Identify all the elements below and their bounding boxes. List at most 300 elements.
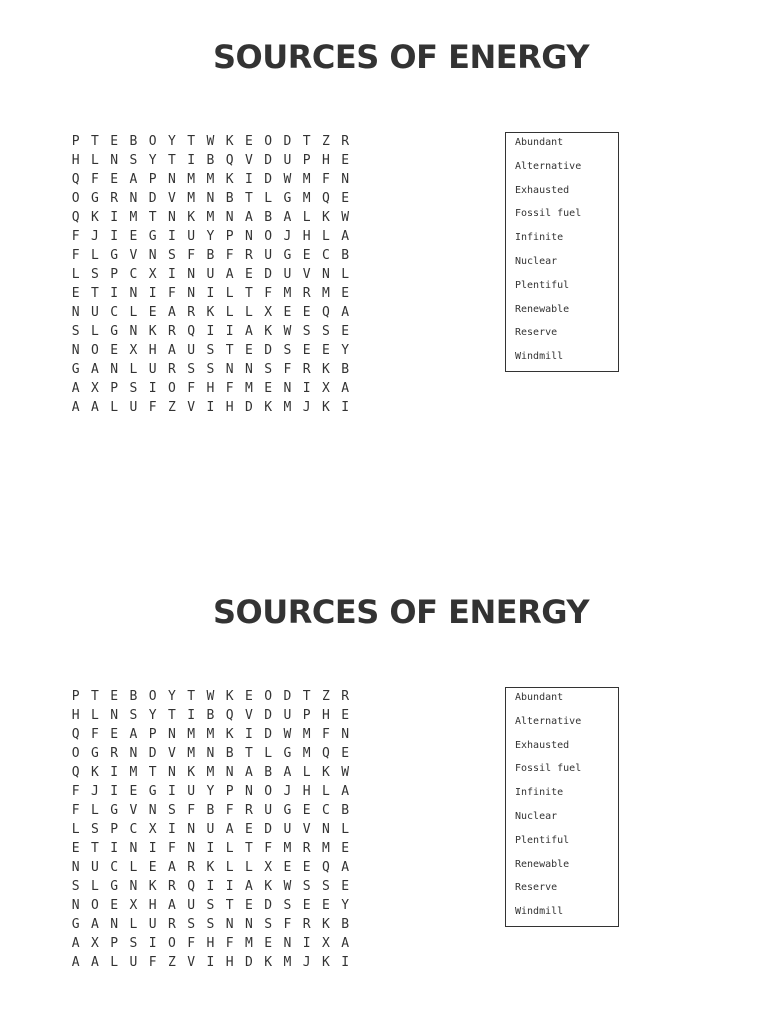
grid-letter: T	[244, 746, 253, 761]
word-list-item: Nuclear	[515, 810, 558, 822]
grid-letter: O	[264, 134, 273, 149]
grid-letter: F	[167, 286, 176, 301]
grid-letter: Q	[225, 153, 234, 168]
grid-letter: S	[167, 803, 176, 818]
grid-letter: H	[321, 708, 330, 723]
grid-letter: T	[225, 898, 234, 913]
grid-letter: L	[129, 362, 138, 377]
grid-letter: M	[206, 172, 215, 187]
grid-letter: R	[167, 362, 176, 377]
grid-letter: N	[341, 172, 350, 187]
grid-letter: F	[148, 400, 157, 415]
grid-letter: K	[187, 210, 196, 225]
grid-letter: A	[167, 898, 176, 913]
grid-letter: M	[283, 286, 292, 301]
grid-row	[66, 322, 355, 341]
grid-letter: I	[187, 153, 196, 168]
word-list-item: Fossil fuel	[515, 208, 582, 220]
grid-letter: A	[244, 765, 253, 780]
grid-letter: O	[264, 784, 273, 799]
grid-letter: G	[283, 746, 292, 761]
grid-letter: N	[225, 917, 234, 932]
grid-letter: N	[225, 210, 234, 225]
grid-letter: W	[283, 879, 292, 894]
grid-letter: F	[167, 841, 176, 856]
grid-letter: N	[244, 784, 253, 799]
grid-letter: L	[341, 267, 350, 282]
grid-letter: G	[283, 248, 292, 263]
grid-letter: E	[302, 898, 311, 913]
grid-letter: K	[321, 400, 330, 415]
grid-letter: D	[244, 400, 253, 415]
grid-letter: N	[148, 248, 157, 263]
grid-letter: A	[167, 860, 176, 875]
grid-letter: Q	[321, 746, 330, 761]
grid-letter: D	[148, 191, 157, 206]
grid-letter: N	[110, 153, 119, 168]
grid-letter: N	[244, 917, 253, 932]
grid-row	[66, 360, 355, 379]
grid-letter: N	[321, 267, 330, 282]
grid-letter: L	[264, 746, 273, 761]
grid-letter: M	[129, 210, 138, 225]
grid-letter: Y	[148, 708, 157, 723]
grid-row	[66, 284, 355, 303]
grid-letter: B	[264, 765, 273, 780]
grid-letter: T	[302, 689, 311, 704]
grid-letter: J	[302, 400, 311, 415]
grid-letter: W	[206, 689, 215, 704]
grid-letter: I	[225, 324, 234, 339]
grid-letter: I	[110, 784, 119, 799]
grid-letter: L	[71, 822, 80, 837]
grid-letter: T	[244, 191, 253, 206]
grid-letter: B	[206, 708, 215, 723]
grid-letter: E	[110, 689, 119, 704]
grid-letter: K	[225, 172, 234, 187]
grid-letter: I	[148, 286, 157, 301]
grid-letter: D	[264, 172, 273, 187]
grid-letter: I	[167, 267, 176, 282]
grid-letter: M	[244, 381, 253, 396]
grid-letter: K	[264, 324, 273, 339]
grid-letter: V	[187, 955, 196, 970]
grid-letter: R	[302, 917, 311, 932]
grid-letter: C	[321, 803, 330, 818]
grid-letter: T	[148, 210, 157, 225]
grid-letter: A	[71, 381, 80, 396]
grid-letter: E	[302, 305, 311, 320]
grid-letter: M	[283, 400, 292, 415]
grid-letter: P	[110, 936, 119, 951]
grid-letter: H	[225, 955, 234, 970]
grid-letter: B	[341, 917, 350, 932]
grid-letter: N	[129, 879, 138, 894]
grid-letter: S	[302, 324, 311, 339]
grid-letter: E	[302, 343, 311, 358]
grid-letter: F	[225, 248, 234, 263]
grid-letter: N	[167, 765, 176, 780]
grid-letter: S	[264, 917, 273, 932]
grid-letter: G	[90, 746, 99, 761]
grid-letter: M	[302, 191, 311, 206]
grid-letter: E	[283, 860, 292, 875]
grid-row	[66, 303, 355, 322]
grid-letter: H	[148, 898, 157, 913]
grid-letter: Q	[321, 305, 330, 320]
grid-letter: A	[225, 267, 234, 282]
grid-letter: M	[187, 172, 196, 187]
grid-letter: I	[225, 879, 234, 894]
grid-letter: E	[129, 784, 138, 799]
grid-letter: X	[264, 860, 273, 875]
grid-letter: E	[283, 305, 292, 320]
grid-letter: F	[187, 936, 196, 951]
grid-letter: U	[283, 153, 292, 168]
grid-letter: F	[187, 381, 196, 396]
word-list-item: Windmill	[515, 351, 564, 363]
grid-letter: D	[264, 708, 273, 723]
grid-letter: T	[167, 708, 176, 723]
grid-letter: I	[206, 879, 215, 894]
grid-letter: E	[244, 689, 253, 704]
grid-letter: F	[225, 936, 234, 951]
grid-row	[66, 820, 355, 839]
grid-letter: X	[90, 936, 99, 951]
grid-letter: E	[244, 898, 253, 913]
grid-letter: I	[206, 955, 215, 970]
grid-letter: M	[302, 172, 311, 187]
grid-letter: K	[321, 362, 330, 377]
grid-letter: T	[244, 841, 253, 856]
grid-letter: H	[302, 784, 311, 799]
grid-letter: M	[206, 210, 215, 225]
grid-row	[66, 915, 355, 934]
grid-letter: B	[206, 248, 215, 263]
grid-letter: Q	[71, 210, 80, 225]
grid-letter: R	[341, 134, 350, 149]
word-list-item: Infinite	[515, 787, 564, 799]
grid-letter: E	[341, 708, 350, 723]
grid-row	[66, 379, 355, 398]
grid-letter: H	[225, 400, 234, 415]
word-list-item: Abundant	[515, 692, 564, 703]
grid-letter: E	[244, 343, 253, 358]
word-list-item: Renewable	[515, 303, 570, 315]
grid-letter: G	[110, 248, 119, 263]
grid-row	[66, 839, 355, 858]
grid-letter: T	[90, 286, 99, 301]
grid-letter: S	[321, 324, 330, 339]
grid-letter: Q	[321, 191, 330, 206]
grid-letter: O	[90, 898, 99, 913]
grid-letter: S	[71, 879, 80, 894]
grid-letter: M	[321, 841, 330, 856]
word-list-item: Plentiful	[515, 279, 570, 291]
letter-grid	[66, 687, 355, 972]
grid-row	[66, 151, 355, 170]
grid-letter: N	[110, 708, 119, 723]
grid-letter: E	[71, 286, 80, 301]
grid-letter: K	[187, 765, 196, 780]
grid-letter: L	[341, 822, 350, 837]
grid-letter: L	[90, 803, 99, 818]
grid-letter: K	[148, 324, 157, 339]
grid-letter: F	[283, 917, 292, 932]
grid-letter: I	[244, 172, 253, 187]
grid-letter: X	[90, 381, 99, 396]
grid-letter: I	[167, 229, 176, 244]
grid-row	[66, 208, 355, 227]
grid-letter: F	[225, 381, 234, 396]
grid-letter: A	[90, 917, 99, 932]
grid-letter: I	[148, 381, 157, 396]
grid-letter: T	[187, 689, 196, 704]
grid-letter: L	[225, 860, 234, 875]
grid-letter: F	[90, 172, 99, 187]
grid-letter: M	[321, 286, 330, 301]
grid-letter: G	[148, 229, 157, 244]
grid-letter: C	[110, 860, 119, 875]
grid-row	[66, 744, 355, 763]
grid-row	[66, 687, 355, 706]
grid-letter: E	[110, 898, 119, 913]
grid-letter: S	[283, 343, 292, 358]
grid-letter: O	[167, 381, 176, 396]
grid-letter: A	[71, 400, 80, 415]
grid-letter: N	[167, 727, 176, 742]
grid-letter: R	[341, 689, 350, 704]
grid-letter: S	[129, 153, 138, 168]
grid-letter: W	[283, 324, 292, 339]
grid-letter: N	[187, 822, 196, 837]
grid-letter: E	[341, 191, 350, 206]
grid-letter: H	[321, 153, 330, 168]
grid-letter: M	[187, 727, 196, 742]
grid-letter: I	[167, 784, 176, 799]
grid-letter: E	[148, 860, 157, 875]
grid-letter: R	[110, 746, 119, 761]
grid-letter: E	[244, 267, 253, 282]
grid-letter: U	[187, 229, 196, 244]
grid-letter: A	[341, 229, 350, 244]
grid-letter: T	[90, 841, 99, 856]
grid-letter: F	[187, 248, 196, 263]
grid-letter: U	[283, 267, 292, 282]
grid-letter: E	[244, 134, 253, 149]
grid-letter: D	[264, 343, 273, 358]
grid-letter: L	[71, 267, 80, 282]
word-list-item: Windmill	[515, 906, 564, 918]
grid-letter: M	[187, 746, 196, 761]
grid-letter: R	[187, 860, 196, 875]
grid-letter: R	[244, 248, 253, 263]
grid-letter: F	[71, 784, 80, 799]
grid-letter: I	[206, 286, 215, 301]
grid-letter: K	[206, 305, 215, 320]
grid-letter: P	[110, 822, 119, 837]
grid-letter: D	[264, 727, 273, 742]
grid-letter: N	[244, 229, 253, 244]
grid-letter: I	[110, 210, 119, 225]
grid-letter: S	[90, 267, 99, 282]
grid-letter: L	[264, 191, 273, 206]
grid-letter: F	[90, 727, 99, 742]
grid-letter: K	[90, 765, 99, 780]
word-list-item: Exhausted	[515, 739, 570, 751]
grid-letter: L	[321, 784, 330, 799]
grid-letter: E	[244, 822, 253, 837]
grid-letter: C	[129, 267, 138, 282]
grid-letter: D	[264, 898, 273, 913]
grid-letter: I	[187, 708, 196, 723]
grid-letter: B	[341, 803, 350, 818]
grid-letter: R	[244, 803, 253, 818]
grid-letter: A	[283, 765, 292, 780]
grid-letter: E	[341, 153, 350, 168]
grid-letter: U	[129, 400, 138, 415]
grid-letter: V	[244, 153, 253, 168]
grid-letter: O	[90, 343, 99, 358]
grid-letter: X	[264, 305, 273, 320]
grid-letter: Z	[321, 134, 330, 149]
word-list-item: Plentiful	[515, 834, 570, 846]
word-list	[505, 687, 619, 927]
grid-letter: S	[206, 898, 215, 913]
grid-letter: S	[71, 324, 80, 339]
grid-letter: V	[302, 822, 311, 837]
grid-letter: E	[341, 286, 350, 301]
grid-letter: W	[283, 172, 292, 187]
grid-letter: H	[206, 381, 215, 396]
grid-letter: U	[264, 803, 273, 818]
grid-letter: B	[341, 248, 350, 263]
grid-letter: R	[187, 305, 196, 320]
word-list-item: Fossil fuel	[515, 763, 582, 775]
grid-letter: A	[341, 936, 350, 951]
grid-letter: G	[71, 362, 80, 377]
grid-row	[66, 170, 355, 189]
grid-letter: N	[110, 917, 119, 932]
grid-letter: B	[129, 689, 138, 704]
grid-letter: E	[321, 343, 330, 358]
grid-letter: T	[244, 286, 253, 301]
grid-letter: I	[110, 765, 119, 780]
grid-letter: P	[225, 229, 234, 244]
grid-letter: A	[341, 381, 350, 396]
grid-letter: K	[206, 860, 215, 875]
grid-letter: P	[71, 134, 80, 149]
grid-letter: B	[225, 191, 234, 206]
word-list-item: Abundant	[515, 137, 564, 148]
grid-row	[66, 801, 355, 820]
word-list-item: Alternative	[515, 715, 582, 727]
grid-letter: Y	[341, 898, 350, 913]
grid-letter: F	[321, 727, 330, 742]
grid-letter: N	[129, 841, 138, 856]
grid-letter: S	[187, 917, 196, 932]
word-list-item: Reserve	[515, 882, 558, 894]
grid-letter: K	[321, 955, 330, 970]
grid-letter: P	[110, 381, 119, 396]
grid-row	[66, 763, 355, 782]
word-list-item: Alternative	[515, 160, 582, 172]
grid-row	[66, 896, 355, 915]
grid-letter: A	[225, 822, 234, 837]
grid-letter: B	[206, 803, 215, 818]
grid-letter: U	[90, 305, 99, 320]
grid-letter: Z	[167, 400, 176, 415]
grid-letter: E	[341, 746, 350, 761]
grid-letter: N	[321, 822, 330, 837]
grid-letter: A	[167, 343, 176, 358]
grid-letter: N	[71, 305, 80, 320]
grid-letter: V	[167, 191, 176, 206]
grid-letter: F	[264, 841, 273, 856]
grid-letter: L	[321, 229, 330, 244]
grid-letter: Y	[148, 153, 157, 168]
grid-letter: Q	[71, 727, 80, 742]
grid-letter: Y	[206, 784, 215, 799]
grid-letter: V	[187, 400, 196, 415]
grid-letter: N	[283, 936, 292, 951]
grid-letter: N	[148, 803, 157, 818]
grid-letter: U	[283, 822, 292, 837]
grid-row	[66, 877, 355, 896]
grid-letter: E	[264, 936, 273, 951]
grid-letter: N	[187, 286, 196, 301]
grid-letter: E	[302, 803, 311, 818]
grid-letter: L	[90, 153, 99, 168]
letter-grid	[66, 132, 355, 417]
grid-row	[66, 132, 355, 151]
grid-letter: L	[110, 955, 119, 970]
grid-letter: M	[187, 191, 196, 206]
grid-letter: X	[148, 822, 157, 837]
grid-letter: I	[206, 400, 215, 415]
grid-letter: U	[90, 860, 99, 875]
grid-letter: F	[71, 803, 80, 818]
grid-letter: Y	[341, 343, 350, 358]
grid-letter: N	[206, 191, 215, 206]
grid-letter: O	[264, 689, 273, 704]
grid-letter: X	[129, 343, 138, 358]
grid-letter: E	[110, 134, 119, 149]
grid-letter: I	[206, 841, 215, 856]
grid-letter: W	[206, 134, 215, 149]
grid-letter: W	[341, 210, 350, 225]
grid-letter: M	[206, 727, 215, 742]
grid-letter: J	[90, 784, 99, 799]
grid-letter: U	[187, 784, 196, 799]
grid-letter: A	[283, 210, 292, 225]
grid-letter: P	[110, 267, 119, 282]
grid-letter: I	[341, 400, 350, 415]
grid-letter: L	[225, 286, 234, 301]
grid-letter: N	[167, 172, 176, 187]
grid-letter: I	[148, 841, 157, 856]
grid-row	[66, 706, 355, 725]
grid-row	[66, 934, 355, 953]
grid-letter: X	[321, 936, 330, 951]
grid-row	[66, 953, 355, 972]
grid-letter: P	[225, 784, 234, 799]
grid-letter: S	[129, 381, 138, 396]
grid-letter: P	[148, 172, 157, 187]
grid-letter: R	[302, 286, 311, 301]
grid-letter: T	[90, 134, 99, 149]
grid-row	[66, 265, 355, 284]
